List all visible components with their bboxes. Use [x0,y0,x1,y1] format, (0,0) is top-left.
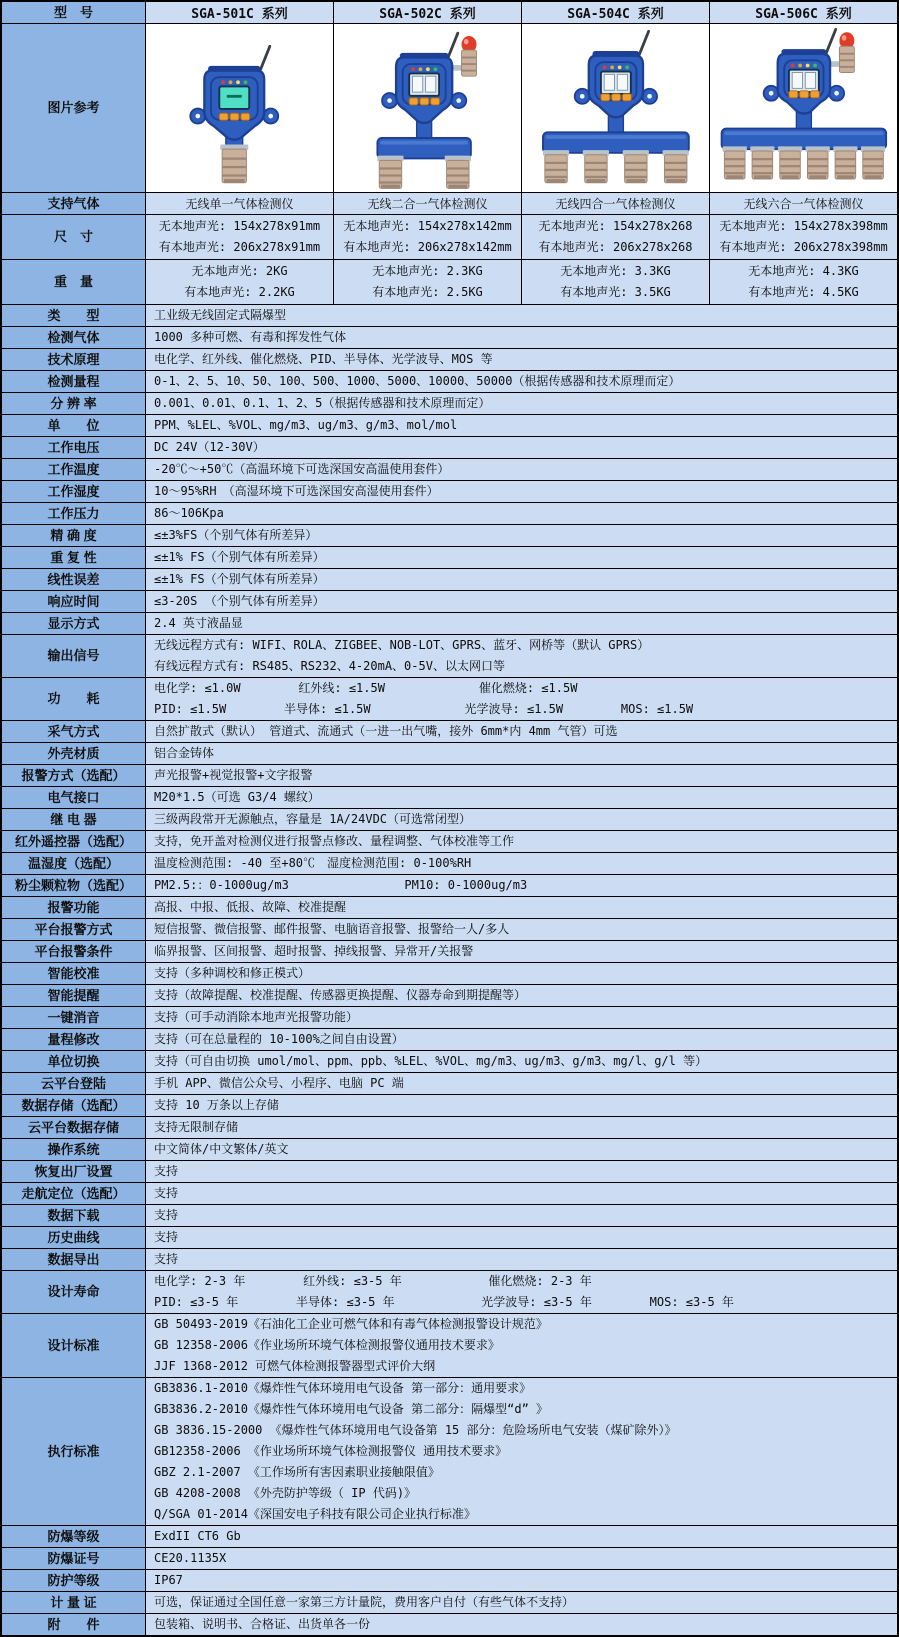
weight-value-line: 有本地声光: 4.5KG [748,285,859,299]
spec-line: 声光报警+视觉报警+文字报警 [154,768,313,782]
table-row [2,1314,897,1377]
spec-value [146,743,897,764]
table-row [2,875,897,896]
spec-line: 中文简体/中文繁体/英文 [154,1142,289,1156]
spec-line: M20*1.5（可选 G3/4 螺纹） [154,790,320,804]
row-label: 计 量 证 [2,1592,145,1613]
spec-value [146,305,897,326]
gas-type-value: 无线四合一气体检测仪 [522,193,709,214]
table-row [2,547,897,568]
table-row [2,349,897,370]
spec-line: DC 24V（12-30V） [154,440,265,454]
model-header: SGA-502C 系列 [334,2,521,23]
table-row [2,809,897,830]
row-label: 重 量 [2,260,145,304]
spec-line: ≤3-20S （个别气体有所差异） [154,594,325,608]
row-label: 一键消音 [2,1007,145,1028]
table-row [2,591,897,612]
size-value-line: 有本地声光: 206x278x142mm [343,240,512,254]
spec-line: 1000 多种可燃、有毒和挥发性气体 [154,330,347,344]
table-header-row [2,2,897,23]
spec-line: 支持无限制存储 [154,1120,239,1134]
table-row [2,1526,897,1547]
table-row [2,1249,897,1270]
spec-value [146,415,897,436]
spec-value [146,393,897,414]
spec-line: ≤±1% FS（个别气体有所差异） [154,572,325,586]
spec-line: 包装箱、说明书、合格证、出货单各一份 [154,1617,371,1631]
row-label: 工作电压 [2,437,145,458]
spec-line: Q/SGA 01-2014《深国安电子科技有限公司企业执行标准》 [154,1507,476,1521]
spec-value [146,941,897,962]
size-value-line: 无本地声光: 154x278x142mm [343,219,512,233]
spec-line: 无线远程方式有: WIFI、ROLA、ZIGBEE、NOB-LOT、GPRS、蓝牙、网桥等（默认 GPRS） [154,638,650,652]
spec-value [146,481,897,502]
row-label: 工作压力 [2,503,145,524]
model-header: SGA-501C 系列 [146,2,333,23]
row-label: 平台报警方式 [2,919,145,940]
table-row [2,1161,897,1182]
row-label: 设计寿命 [2,1271,145,1313]
weight-row [2,260,897,304]
spec-line: 支持（可在总量程的 10-100%之间自由设置） [154,1032,404,1046]
table-row [2,635,897,677]
spec-line: 工业级无线固定式隔爆型 [154,308,287,322]
table-row [2,1205,897,1226]
spec-line: PPM、%LEL、%VOL、mg/m3、ug/m3、g/m3、mol/mol [154,418,458,432]
spec-line: 支持（多种调校和修正模式） [154,966,311,980]
spec-value [146,613,897,634]
table-row [2,525,897,546]
spec-line: ≤±1% FS（个别气体有所差异） [154,550,325,564]
table-row [2,831,897,852]
table-row [2,963,897,984]
weight-value [710,260,897,304]
table-row [2,1227,897,1248]
spec-value [146,1139,897,1160]
row-label: 线性误差 [2,569,145,590]
row-label: 数据导出 [2,1249,145,1270]
spec-value [146,919,897,940]
table-row [2,305,897,326]
table-row [2,613,897,634]
row-label: 数据存储（选配） [2,1095,145,1116]
spec-line: CE20.1135X [154,1551,227,1565]
row-label: 工作湿度 [2,481,145,502]
spec-value [146,1007,897,1028]
table-row [2,1183,897,1204]
row-label: 防爆证号 [2,1548,145,1569]
spec-value [146,678,897,720]
size-value-line: 无本地声光: 154x278x91mm [158,219,321,233]
table-row [2,327,897,348]
spec-value [146,809,897,830]
size-value-line: 有本地声光: 206x278x398mm [719,240,888,254]
gas-type-value: 无线单一气体检测仪 [146,193,333,214]
spec-value [146,371,897,392]
size-row [2,215,897,259]
spec-line: 高报、中报、低报、故障、校准提醒 [154,900,347,914]
weight-value-line: 无本地声光: 4.3KG [748,264,859,278]
size-value [522,215,709,259]
row-label: 继 电 器 [2,809,145,830]
image-row [2,24,897,192]
row-label: 历史曲线 [2,1227,145,1248]
table-row [2,393,897,414]
row-label: 红外遥控器（选配） [2,831,145,852]
table-row [2,1051,897,1072]
size-value-line: 有本地声光: 206x278x91mm [158,240,321,254]
spec-value [146,721,897,742]
weight-value-line: 无本地声光: 3.3KG [560,264,671,278]
spec-line: ≤±3%FS（个别气体有所差异） [154,528,318,542]
spec-line: 支持（故障提醒、校准提醒、传感器更换提醒、仪器寿命到期提醒等） [154,988,527,1002]
row-label: 粉尘颗粒物（选配） [2,875,145,896]
table-row [2,1095,897,1116]
spec-value [146,1227,897,1248]
row-label: 云平台数据存储 [2,1117,145,1138]
table-row [2,503,897,524]
size-value [710,215,897,259]
spec-value [146,327,897,348]
row-label: 技术原理 [2,349,145,370]
table-row [2,678,897,720]
table-row [2,437,897,458]
spec-line: GB3836.2-2010《爆炸性气体环境用电气设备 第二部分：隔爆型“d” 》 [154,1402,549,1416]
spec-line: 手机 APP、微信公众号、小程序、电脑 PC 端 [154,1076,404,1090]
spec-value [146,547,897,568]
spec-value [146,1570,897,1591]
row-label: 单 位 [2,415,145,436]
spec-line: PID: ≤1.5W 半导体: ≤1.5W 光学波导: ≤1.5W MOS: ≤1.5W [154,702,694,716]
spec-value [146,1095,897,1116]
model-header: SGA-504C 系列 [522,2,709,23]
row-label-image: 图片参考 [2,24,145,192]
weight-value [146,260,333,304]
spec-value [146,635,897,677]
spec-value [146,503,897,524]
spec-line: 温度检测范围: -40 至+80℃ 湿度检测范围: 0-100%RH [154,856,472,870]
table-row [2,787,897,808]
spec-value [146,875,897,896]
table-row [2,853,897,874]
spec-line: GB 12358-2006《作业场所环境气体检测报警仪通用技术要求》 [154,1338,500,1352]
row-label: 报警方式（选配） [2,765,145,786]
spec-value [146,963,897,984]
row-label: 采气方式 [2,721,145,742]
size-value-line: 无本地声光: 154x278x268 [538,219,693,233]
gas-type-value: 无线二合一气体检测仪 [334,193,521,214]
size-value-line: 有本地声光: 206x278x268 [538,240,693,254]
spec-line: 10～95%RH （高湿环境下可选深国安高湿使用套件） [154,484,439,498]
row-label: 设计标准 [2,1314,145,1377]
row-label: 智能校准 [2,963,145,984]
spec-line: 支持 [154,1208,179,1222]
row-label: 类 型 [2,305,145,326]
table-row [2,1073,897,1094]
table-row [2,1614,897,1635]
spec-line: GB 4208-2008 《外壳防护等级（ IP 代码)》 [154,1486,417,1500]
spec-line: 支持 [154,1186,179,1200]
row-label: 精 确 度 [2,525,145,546]
spec-line: GB12358-2006 《作业场所环境气体检测报警仪 通用技术要求》 [154,1444,508,1458]
spec-line: 支持 [154,1230,179,1244]
row-label: 温湿度（选配） [2,853,145,874]
gas-detector-hex-illustration [710,24,897,192]
row-label: 报警功能 [2,897,145,918]
table-row [2,1548,897,1569]
spec-line: IP67 [154,1573,183,1587]
spec-line: JJF 1368-2012 可燃气体检测报警器型式评价大纲 [154,1359,436,1373]
table-row [2,371,897,392]
table-row [2,1007,897,1028]
size-value-line: 无本地声光: 154x278x398mm [719,219,888,233]
weight-value-line: 无本地声光: 2.3KG [372,264,483,278]
table-row [2,1117,897,1138]
spec-value [146,569,897,590]
table-row [2,985,897,1006]
spec-value [146,591,897,612]
row-label: 智能提醒 [2,985,145,1006]
row-label: 走航定位（选配） [2,1183,145,1204]
spec-value [146,1614,897,1635]
spec-value [146,897,897,918]
table-row [2,481,897,502]
spec-line: 0.001、0.01、0.1、1、2、5（根据传感器和技术原理而定） [154,396,491,410]
row-label: 附 件 [2,1614,145,1635]
row-label: 云平台登陆 [2,1073,145,1094]
gas-type-value: 无线六合一气体检测仪 [710,193,897,214]
row-label: 恢复出厂设置 [2,1161,145,1182]
spec-value [146,1526,897,1547]
spec-value [146,1314,897,1377]
spec-value [146,1161,897,1182]
row-label: 执行标准 [2,1378,145,1525]
spec-value [146,1249,897,1270]
row-label: 单位切换 [2,1051,145,1072]
table-row [2,897,897,918]
size-value [334,215,521,259]
spec-line: 支持（可自由切换 umol/mol、ppm、ppb、%LEL、%VOL、mg/m3、ug/m3、g/m3、mg/l、g/l 等） [154,1054,708,1068]
spec-value [146,459,897,480]
spec-line: 支持，免开盖对检测仪进行报警点修改、量程调整、气体校准等工作 [154,834,515,848]
table-row [2,919,897,940]
spec-value [146,787,897,808]
gas-row [2,193,897,214]
spec-line: 支持（可手动消除本地声光报警功能） [154,1010,359,1024]
table-row [2,569,897,590]
row-label: 外壳材质 [2,743,145,764]
spec-line: 短信报警、微信报警、邮件报警、电脑语音报警、报警给一人/多人 [154,922,510,936]
row-label-model: 型 号 [2,2,145,23]
weight-value-line: 有本地声光: 3.5KG [560,285,671,299]
row-label: 防护等级 [2,1570,145,1591]
row-label: 响应时间 [2,591,145,612]
size-value [146,215,333,259]
spec-value [146,1548,897,1569]
weight-value [522,260,709,304]
spec-line: 三级两段常开无源触点，容量是 1A/24VDC（可选常闭型） [154,812,472,826]
row-label: 重 复 性 [2,547,145,568]
spec-value [146,1183,897,1204]
row-label: 电气接口 [2,787,145,808]
row-label: 输出信号 [2,635,145,677]
gas-detector-single-illustration [146,24,333,192]
table-row [2,765,897,786]
spec-line: 86～106Kpa [154,506,224,520]
spec-value [146,349,897,370]
spec-line: 可选，保证通过全国任意一家第三方计量院，费用客户自付（有些气体不支持） [154,1595,575,1609]
table-row [2,941,897,962]
spec-line: ExdII CT6 Gb [154,1529,241,1543]
table-row [2,1271,897,1313]
table-row [2,743,897,764]
spec-value [146,831,897,852]
table-row [2,415,897,436]
spec-line: 有线远程方式有: RS485、RS232、4-20mA、0-5V、以太网口等 [154,659,505,673]
row-label: 操作系统 [2,1139,145,1160]
spec-value [146,1073,897,1094]
spec-value [146,765,897,786]
row-label: 平台报警条件 [2,941,145,962]
spec-value [146,1205,897,1226]
row-label: 检测量程 [2,371,145,392]
spec-value [146,525,897,546]
table-row [2,721,897,742]
row-label: 分 辨 率 [2,393,145,414]
table-row [2,1378,897,1525]
spec-line: 电化学、红外线、催化燃烧、PID、半导体、光学波导、MOS 等 [154,352,493,366]
spec-line: 临界报警、区间报警、超时报警、掉线报警、异常开/关报警 [154,944,474,958]
table-row [2,459,897,480]
spec-line: GBZ 2.1-2007 《工作场所有害因素职业接触限值》 [154,1465,440,1479]
weight-value-line: 有本地声光: 2.5KG [372,285,483,299]
weight-value-line: 有本地声光: 2.2KG [184,285,295,299]
spec-line: -20℃～+50℃（高温环境下可选深国安高温使用套件） [154,462,450,476]
spec-line: GB3836.1-2010《爆炸性气体环境用电气设备 第一部分：通用要求》 [154,1381,532,1395]
spec-value [146,437,897,458]
spec-line: 电化学: 2-3 年 红外线: ≤3-5 年 催化燃烧: 2-3 年 [154,1274,592,1288]
weight-value-line: 无本地声光: 2KG [191,264,288,278]
row-label: 数据下载 [2,1205,145,1226]
row-label: 尺 寸 [2,215,145,259]
spec-line: 电化学: ≤1.0W 红外线: ≤1.5W 催化燃烧: ≤1.5W [154,681,578,695]
spec-line: 支持 [154,1252,179,1266]
weight-value [334,260,521,304]
spec-value [146,1117,897,1138]
spec-line: PID: ≤3-5 年 半导体: ≤3-5 年 光学波导: ≤3-5 年 MOS: ≤3-5 年 [154,1295,734,1309]
spec-line: GB 50493-2019《石油化工企业可燃气体和有毒气体检测报警设计规范》 [154,1317,548,1331]
spec-line: 2.4 英寸液晶显 [154,616,243,630]
spec-value [146,853,897,874]
spec-line: PM2.5:：0-1000ug/m3 PM10: 0-1000ug/m3 [154,878,528,892]
spec-value [146,1271,897,1313]
spec-value [146,1051,897,1072]
row-label: 量程修改 [2,1029,145,1050]
table-row [2,1139,897,1160]
row-label: 防爆等级 [2,1526,145,1547]
gas-detector-dual-illustration [334,24,521,192]
spec-value [146,1592,897,1613]
spec-line: 自然扩散式（默认） 管道式、流通式（一进一出气嘴，接外 6mm*内 4mm 气管）可选 [154,724,618,738]
spec-line: 0-1、2、5、10、50、100、500、1000、5000、10000、50000（根据传感器和技术原理而定） [154,374,681,388]
row-label: 工作温度 [2,459,145,480]
spec-value [146,1378,897,1525]
model-header: SGA-506C 系列 [710,2,897,23]
spec-value [146,985,897,1006]
table-row [2,1029,897,1050]
row-label: 检测气体 [2,327,145,348]
gas-detector-quad-illustration [522,24,709,192]
spec-line: GB 3836.15-2000 《爆炸性气体环境用电气设备第 15 部分：危险场所电气安装（煤矿除外）》 [154,1423,677,1437]
table-row [2,1570,897,1591]
row-label: 功 耗 [2,678,145,720]
spec-value [146,1029,897,1050]
table-row [2,1592,897,1613]
spec-line: 支持 10 万条以上存储 [154,1098,279,1112]
spec-line: 支持 [154,1164,179,1178]
row-label-gas: 支持气体 [2,193,145,214]
spec-line: 铝合金铸体 [154,746,215,760]
row-label: 显示方式 [2,613,145,634]
